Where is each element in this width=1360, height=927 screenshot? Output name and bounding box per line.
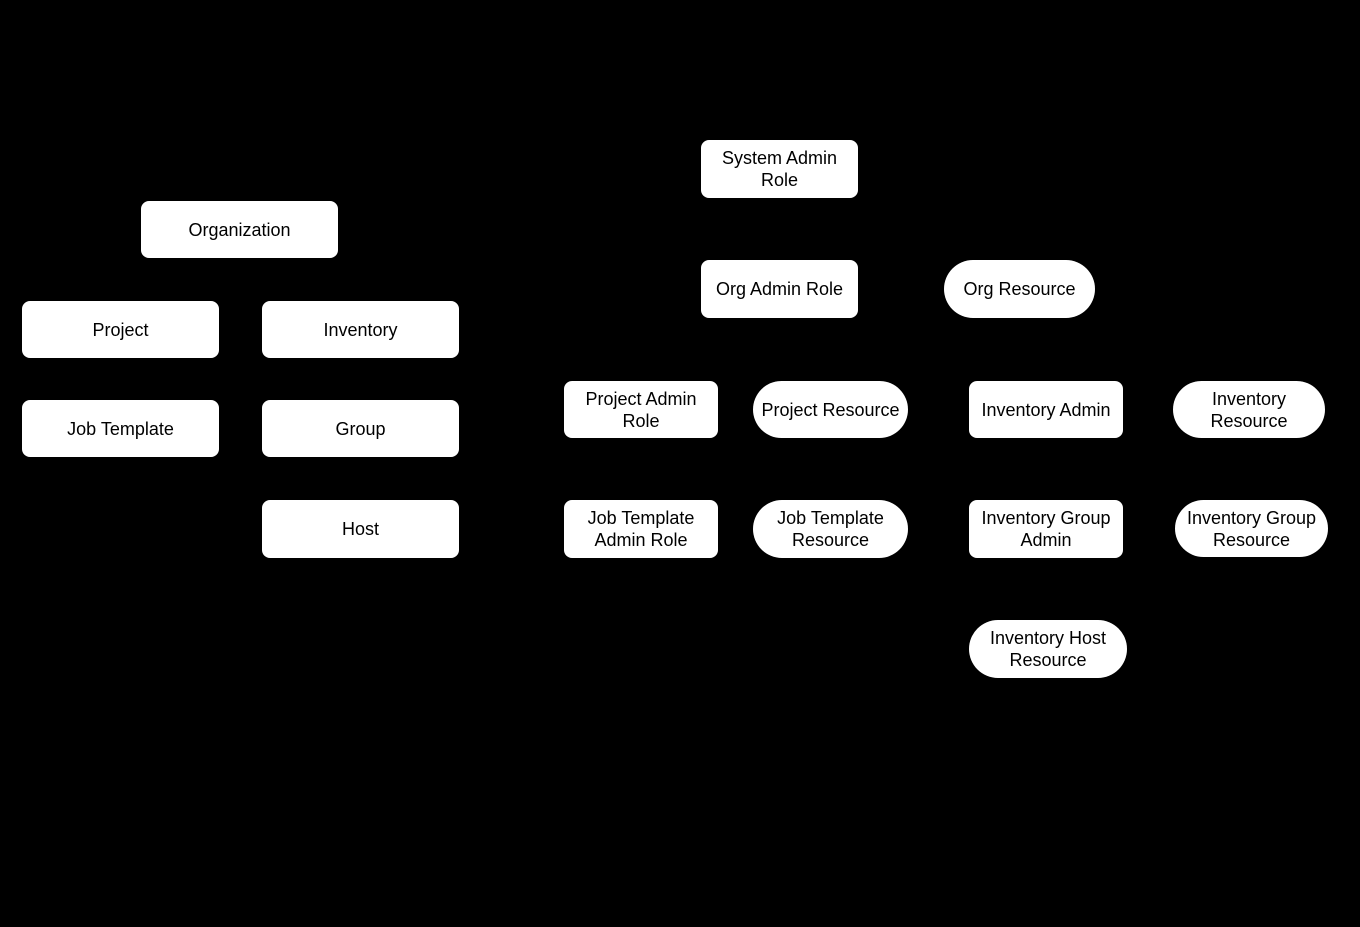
node-inventory-group-admin: Inventory Group Admin: [969, 500, 1123, 558]
node-inventory-host-resource: Inventory Host Resource: [969, 620, 1127, 678]
node-project-resource: Project Resource: [753, 381, 908, 438]
node-org-resource: Org Resource: [944, 260, 1095, 318]
node-group: Group: [262, 400, 459, 457]
node-inventory-group-resource: Inventory Group Resource: [1175, 500, 1328, 557]
node-organization: Organization: [141, 201, 338, 258]
node-system-admin-role: System Admin Role: [701, 140, 858, 198]
node-org-admin-role: Org Admin Role: [701, 260, 858, 318]
node-project: Project: [22, 301, 219, 358]
node-host: Host: [262, 500, 459, 558]
node-job-template-resource: Job Template Resource: [753, 500, 908, 558]
node-inventory-resource: Inventory Resource: [1173, 381, 1325, 438]
node-project-admin-role: Project Admin Role: [564, 381, 718, 438]
node-job-template: Job Template: [22, 400, 219, 457]
node-inventory: Inventory: [262, 301, 459, 358]
node-inventory-admin: Inventory Admin: [969, 381, 1123, 438]
node-job-template-admin-role: Job Template Admin Role: [564, 500, 718, 558]
